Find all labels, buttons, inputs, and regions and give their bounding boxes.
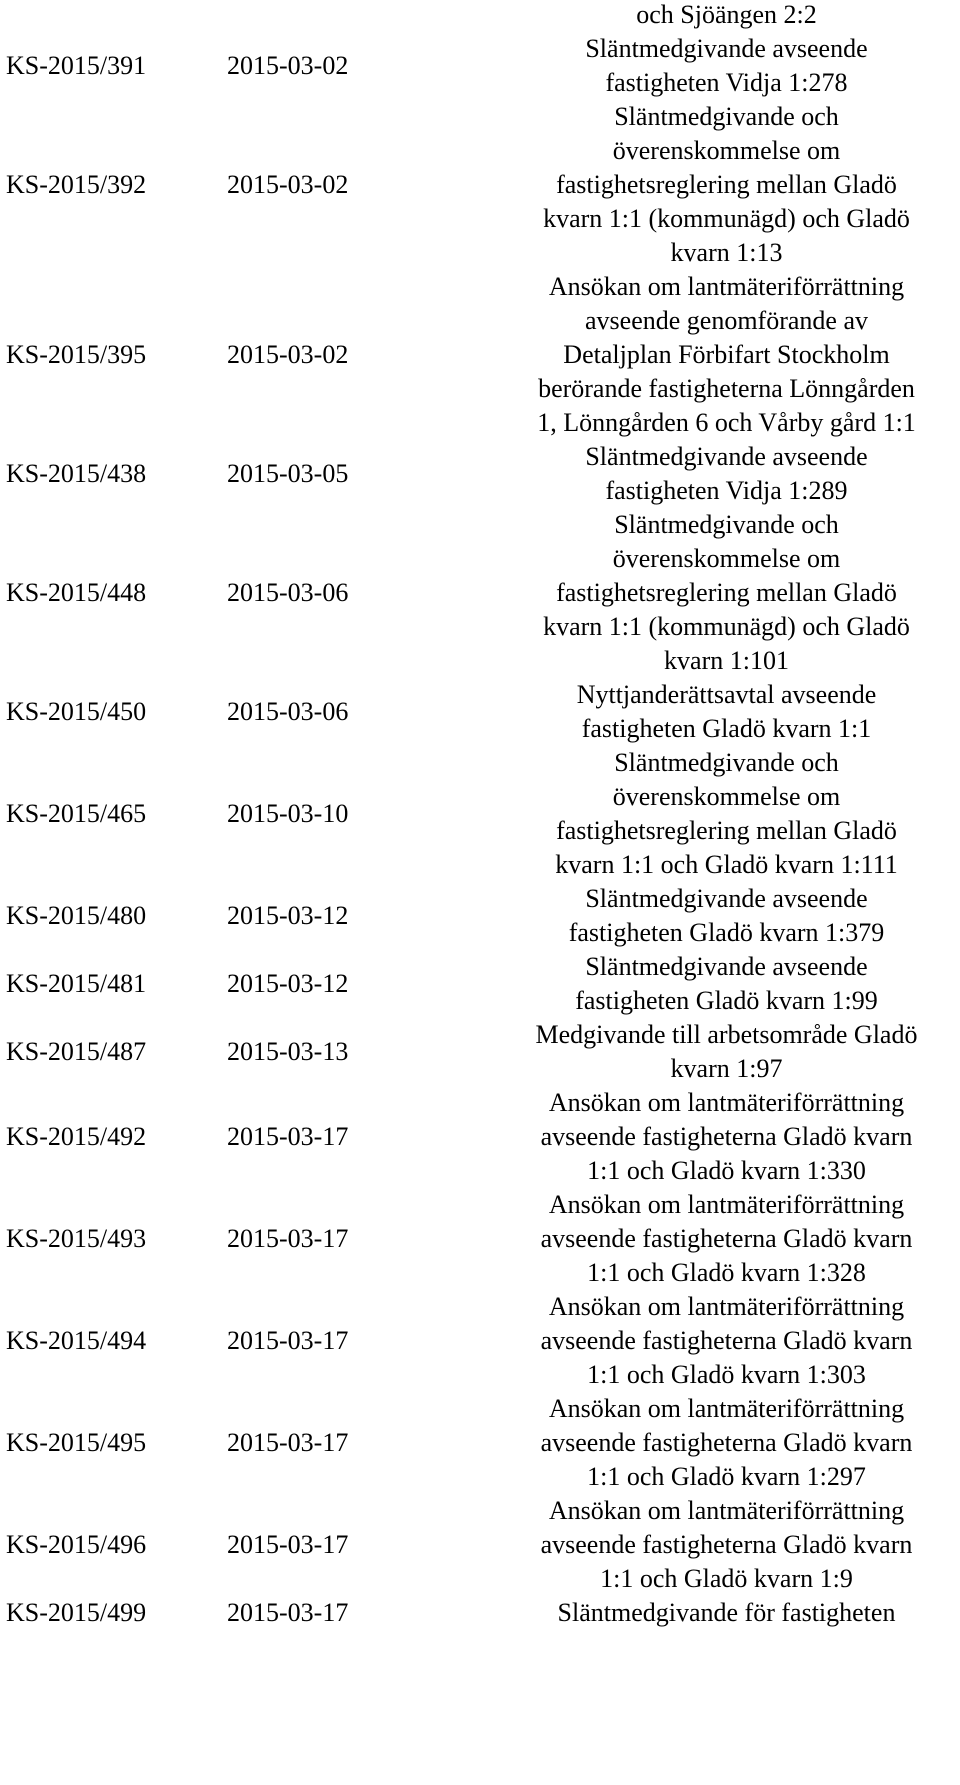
description-line: Ansökan om lantmäteriförrättning — [548, 272, 905, 301]
description-line: 1, Lönngården 6 och Vårby gård 1:1 — [537, 408, 916, 437]
case-description — [493, 1494, 960, 1596]
description-line: fastigheten Vidja 1:289 — [605, 476, 848, 505]
case-date: 2015-03-17 — [227, 1598, 349, 1627]
table-row — [0, 882, 960, 950]
description-line: Ansökan om lantmäteriförrättning — [548, 1292, 905, 1321]
table-row — [0, 100, 960, 270]
description-line: kvarn 1:1 och Gladö kvarn 1:111 — [555, 850, 898, 879]
description-line: överenskommelse om — [612, 136, 841, 165]
description-line: avseende fastigheterna Gladö kvarn — [540, 1224, 913, 1253]
table-row — [0, 950, 960, 1018]
description-line: överenskommelse om — [612, 544, 841, 573]
case-date: 2015-03-02 — [227, 170, 349, 199]
description-line: fastigheten Gladö kvarn 1:379 — [568, 918, 885, 947]
table-row — [0, 1596, 960, 1630]
case-date: 2015-03-17 — [227, 1428, 349, 1457]
case-date: 2015-03-02 — [227, 340, 349, 369]
description-line: fastighetsreglering mellan Gladö — [556, 170, 897, 199]
description-line: Ansökan om lantmäteriförrättning — [548, 1088, 905, 1117]
case-number: KS-2015/481 — [6, 969, 147, 998]
description-line: och Sjöängen 2:2 — [636, 0, 817, 29]
case-number: KS-2015/450 — [6, 697, 147, 726]
table-row — [0, 1188, 960, 1290]
table-row — [0, 1086, 960, 1188]
description-line: fastighetsreglering mellan Gladö — [556, 578, 897, 607]
case-description — [493, 0, 960, 32]
case-number: KS-2015/496 — [6, 1530, 147, 1559]
description-line: kvarn 1:1 (kommunägd) och Gladö — [543, 204, 910, 233]
description-line: kvarn 1:1 (kommunägd) och Gladö — [543, 612, 910, 641]
description-line: fastighetsreglering mellan Gladö — [556, 816, 897, 845]
case-description — [493, 508, 960, 678]
table-row — [0, 440, 960, 508]
description-line: Släntmedgivande avseende — [585, 884, 868, 913]
description-line: kvarn 1:97 — [670, 1054, 783, 1083]
case-number: KS-2015/465 — [6, 799, 147, 828]
case-number: KS-2015/391 — [6, 51, 147, 80]
case-date: 2015-03-12 — [227, 901, 349, 930]
case-description — [493, 1086, 960, 1188]
table-row — [0, 1290, 960, 1392]
case-number: KS-2015/395 — [6, 340, 147, 369]
case-date: 2015-03-13 — [227, 1037, 349, 1066]
table-row — [0, 0, 960, 32]
description-line: Släntmedgivande avseende — [585, 442, 868, 471]
description-line: 1:1 och Gladö kvarn 1:328 — [587, 1258, 866, 1287]
description-line: 1:1 och Gladö kvarn 1:330 — [587, 1156, 866, 1185]
description-line: avseende genomförande av — [585, 306, 868, 335]
case-number: KS-2015/480 — [6, 901, 147, 930]
description-line: Ansökan om lantmäteriförrättning — [548, 1496, 905, 1525]
table-row — [0, 678, 960, 746]
case-number: KS-2015/493 — [6, 1224, 147, 1253]
description-line: 1:1 och Gladö kvarn 1:297 — [587, 1462, 866, 1491]
case-description — [493, 1596, 960, 1630]
case-date: 2015-03-12 — [227, 969, 349, 998]
case-description — [493, 1392, 960, 1494]
case-description — [493, 746, 960, 882]
description-line: Släntmedgivande för fastigheten — [557, 1598, 896, 1627]
case-number: KS-2015/499 — [6, 1598, 147, 1627]
description-line: avseende fastigheterna Gladö kvarn — [540, 1428, 913, 1457]
case-description — [493, 950, 960, 1018]
case-description — [493, 270, 960, 440]
description-line: Ansökan om lantmäteriförrättning — [548, 1190, 905, 1219]
case-description — [493, 678, 960, 746]
description-line: berörande fastigheterna Lönngården — [538, 374, 915, 403]
description-line: Medgivande till arbetsområde Gladö — [535, 1020, 918, 1049]
case-number: KS-2015/494 — [6, 1326, 147, 1355]
table-row — [0, 1018, 960, 1086]
description-line: 1:1 och Gladö kvarn 1:303 — [587, 1360, 866, 1389]
description-line: fastigheten Vidja 1:278 — [605, 68, 848, 97]
case-description — [493, 1188, 960, 1290]
description-line: Släntmedgivande avseende — [585, 952, 868, 981]
description-line: kvarn 1:101 — [664, 646, 789, 675]
case-number: KS-2015/438 — [6, 459, 147, 488]
case-date: 2015-03-17 — [227, 1224, 349, 1253]
case-date: 2015-03-17 — [227, 1122, 349, 1151]
description-line: Ansökan om lantmäteriförrättning — [548, 1394, 905, 1423]
case-date: 2015-03-02 — [227, 51, 349, 80]
table-row — [0, 32, 960, 100]
case-description — [493, 32, 960, 100]
table-row — [0, 1494, 960, 1596]
description-line: Släntmedgivande och — [614, 748, 839, 777]
case-number: KS-2015/495 — [6, 1428, 147, 1457]
case-number: KS-2015/487 — [6, 1037, 147, 1066]
case-date: 2015-03-06 — [227, 697, 349, 726]
description-line: Nyttjanderättsavtal avseende — [576, 680, 877, 709]
case-description — [493, 1018, 960, 1086]
description-line: 1:1 och Gladö kvarn 1:9 — [600, 1564, 853, 1593]
description-line: avseende fastigheterna Gladö kvarn — [540, 1326, 913, 1355]
description-line: Släntmedgivande och — [614, 102, 839, 131]
case-description — [493, 882, 960, 950]
description-line: fastigheten Gladö kvarn 1:1 — [581, 714, 872, 743]
table-row — [0, 508, 960, 678]
case-date: 2015-03-17 — [227, 1530, 349, 1559]
case-date: 2015-03-06 — [227, 578, 349, 607]
case-date: 2015-03-10 — [227, 799, 349, 828]
case-description — [493, 440, 960, 508]
description-line: fastigheten Gladö kvarn 1:99 — [575, 986, 878, 1015]
case-date: 2015-03-17 — [227, 1326, 349, 1355]
case-description — [493, 1290, 960, 1392]
case-number: KS-2015/448 — [6, 578, 147, 607]
description-line: Detaljplan Förbifart Stockholm — [563, 340, 890, 369]
table-row — [0, 746, 960, 882]
table-row — [0, 270, 960, 440]
table-row — [0, 1392, 960, 1494]
case-description — [493, 100, 960, 270]
case-number: KS-2015/492 — [6, 1122, 147, 1151]
case-date: 2015-03-05 — [227, 459, 349, 488]
case-number: KS-2015/392 — [6, 170, 147, 199]
description-line: avseende fastigheterna Gladö kvarn — [540, 1122, 913, 1151]
description-line: kvarn 1:13 — [670, 238, 783, 267]
description-line: avseende fastigheterna Gladö kvarn — [540, 1530, 913, 1559]
description-line: Släntmedgivande avseende — [585, 34, 868, 63]
description-line: överenskommelse om — [612, 782, 841, 811]
description-line: Släntmedgivande och — [614, 510, 839, 539]
